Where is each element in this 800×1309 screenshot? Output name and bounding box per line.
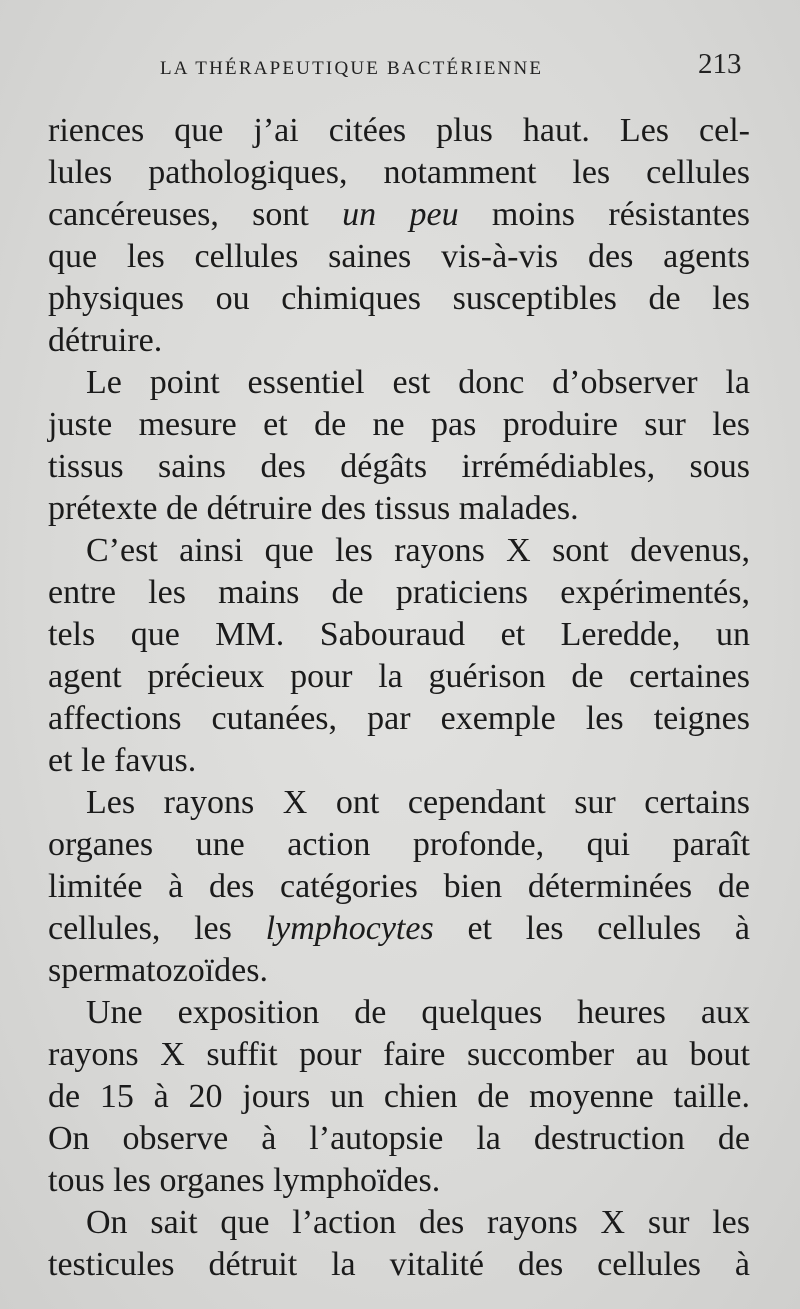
text-line: physiques ou chimiques susceptibles de les: [48, 280, 750, 317]
text-line: de 15 à 20 jours un chien de moyenne taille.: [48, 1078, 750, 1115]
text-line: Les rayons X ont cependant sur certains: [86, 784, 750, 821]
text-line: tissus sains des dégâts irrémédiables, sous: [48, 448, 750, 485]
text-line: Une exposition de quelques heures aux: [86, 994, 750, 1031]
body-text: [48, 110, 750, 1286]
text-line: limitée à des catégories bien déterminées de: [48, 868, 750, 905]
italic-emphasis: lymphocytes: [265, 910, 434, 947]
text-line: riences que j’ai citées plus haut. Les cel-: [48, 112, 750, 149]
text-line: et le favus.: [48, 742, 197, 779]
page-number: 213: [698, 48, 742, 80]
text-line: prétexte de détruire des tissus malades.: [48, 490, 579, 527]
text-line: tous les organes lymphoïdes.: [48, 1162, 441, 1199]
text-line: juste mesure et de ne pas produire sur les: [48, 406, 750, 443]
page-header: [0, 44, 800, 84]
text-line: On sait que l’action des rayons X sur les: [86, 1204, 750, 1241]
text-line: rayons X suffit pour faire succomber au bout: [48, 1036, 750, 1073]
text-line: cancéreuses, sont un peu moins résistantes: [48, 196, 750, 233]
text-line: organes une action profonde, qui paraît: [48, 826, 750, 863]
text-line: détruire.: [48, 322, 163, 359]
text-line: On observe à l’autopsie la destruction de: [48, 1120, 750, 1157]
text-line: testicules détruit la vitalité des cellules à: [48, 1246, 750, 1283]
text-line: cellules, les lymphocytes et les cellules à: [48, 910, 751, 947]
text-line: spermatozoïdes.: [48, 952, 268, 989]
italic-emphasis: un peu: [342, 196, 459, 233]
text-line: Le point essentiel est donc d’observer la: [86, 364, 750, 401]
running-title: LA THÉRAPEUTIQUE BACTÉRIENNE: [160, 58, 544, 79]
text-line: C’est ainsi que les rayons X sont devenus,: [86, 532, 750, 569]
text-line: affections cutanées, par exemple les teignes: [48, 700, 750, 737]
text-line: agent précieux pour la guérison de certaines: [48, 658, 750, 695]
text-line: tels que MM. Sabouraud et Leredde, un: [48, 616, 750, 653]
text-line: que les cellules saines vis-à-vis des agents: [48, 238, 750, 275]
text-line: lules pathologiques, notamment les cellules: [48, 154, 750, 191]
text-line: entre les mains de praticiens expérimentés,: [48, 574, 750, 611]
